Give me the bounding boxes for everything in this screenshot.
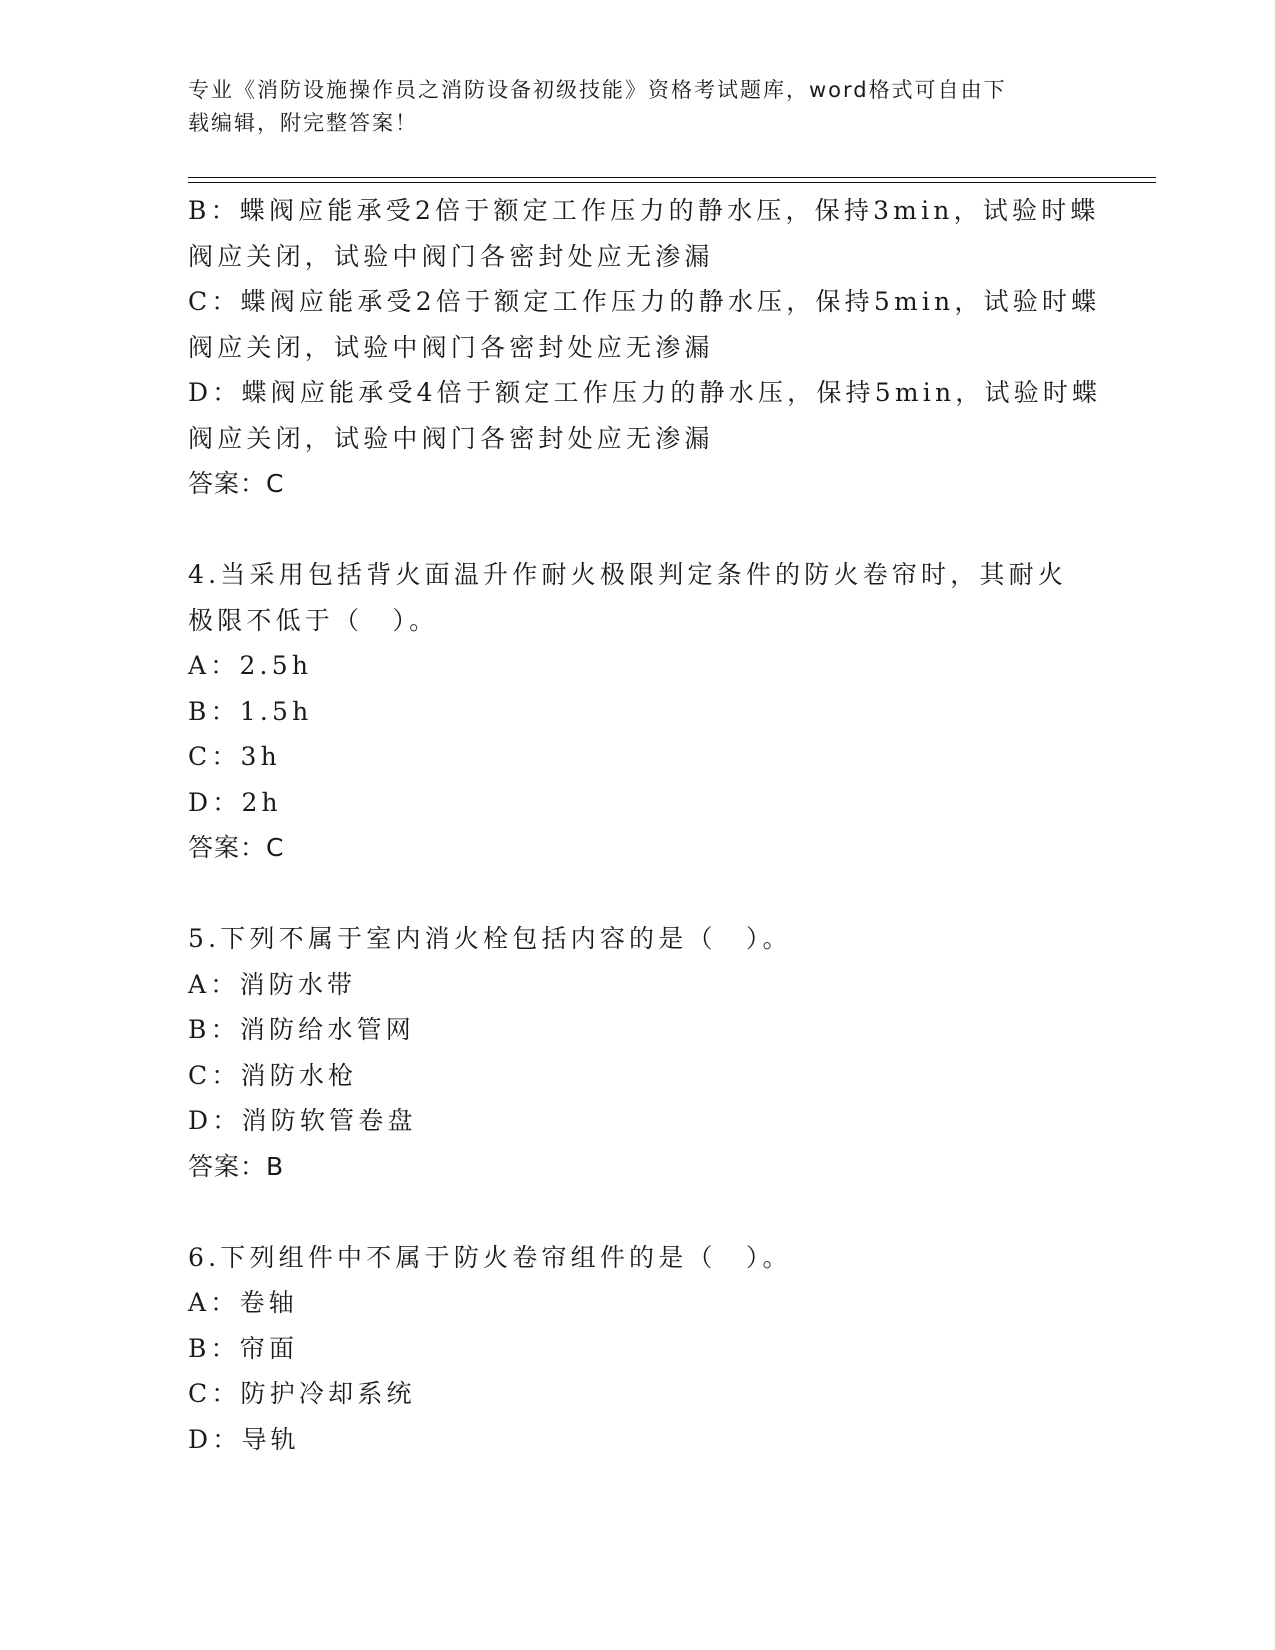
question-4 <box>188 552 1088 871</box>
answer-line: 答案：B <box>188 1151 285 1181</box>
option-a: A：消防水带 <box>188 969 357 999</box>
option-c-line-1: C：蝶阀应能承受2倍于额定工作压力的静水压，保持5min，试验时蝶 <box>188 287 1101 316</box>
question-stem-line-1: 4.当采用包括背火面温升作耐火极限判定条件的防火卷帘时，其耐火 <box>188 560 1068 589</box>
option-b: B：消防给水管网 <box>188 1015 415 1044</box>
header-divider-top <box>188 177 1156 178</box>
question-5 <box>188 916 1088 1189</box>
spacer <box>188 507 1088 553</box>
question-stem: 5.下列不属于室内消火栓包括内容的是（ ）。 <box>188 924 792 953</box>
question-3-continued <box>188 188 1102 507</box>
option-a: A：2.5h <box>188 651 313 680</box>
option-c: C：3h <box>188 742 281 771</box>
option-c: C：防护冷却系统 <box>188 1379 416 1408</box>
header-line-2: 载编辑，附完整答案！ <box>188 111 418 135</box>
option-d-line-2: 阀应关闭，试验中阀门各密封处应无渗漏 <box>188 423 714 453</box>
question-6 <box>188 1235 1088 1463</box>
option-c-line-2: 阀应关闭，试验中阀门各密封处应无渗漏 <box>188 332 714 362</box>
spacer <box>188 871 1088 917</box>
header-divider-bottom <box>188 182 1156 183</box>
option-b: B：1.5h <box>188 696 313 726</box>
header-line-1: 专业《消防设施操作员之消防设备初级技能》资格考试题库，word格式可自由下 <box>188 78 1007 102</box>
option-d: D：导轨 <box>188 1424 300 1454</box>
option-c: C：消防水枪 <box>188 1060 358 1090</box>
question-stem-line-2: 极限不低于（ ）。 <box>188 605 439 635</box>
answer-line: 答案：C <box>188 469 285 498</box>
option-a: A：卷轴 <box>188 1288 298 1317</box>
question-list <box>188 188 1102 1462</box>
question-stem: 6.下列组件中不属于防火卷帘组件的是（ ）。 <box>188 1242 792 1272</box>
answer-line: 答案：C <box>188 833 285 862</box>
option-b-line-2: 阀应关闭，试验中阀门各密封处应无渗漏 <box>188 241 714 271</box>
option-d: D：消防软管卷盘 <box>188 1106 417 1135</box>
document-header <box>188 74 1078 140</box>
spacer <box>188 1189 1088 1235</box>
option-b-line-1: B：蝶阀应能承受2倍于额定工作压力的静水压，保持3min，试验时蝶 <box>188 196 1100 225</box>
option-d-line-1: D：蝶阀应能承受4倍于额定工作压力的静水压，保持5min，试验时蝶 <box>188 378 1102 407</box>
option-d: D：2h <box>188 787 282 817</box>
option-b: B：帘面 <box>188 1333 299 1363</box>
